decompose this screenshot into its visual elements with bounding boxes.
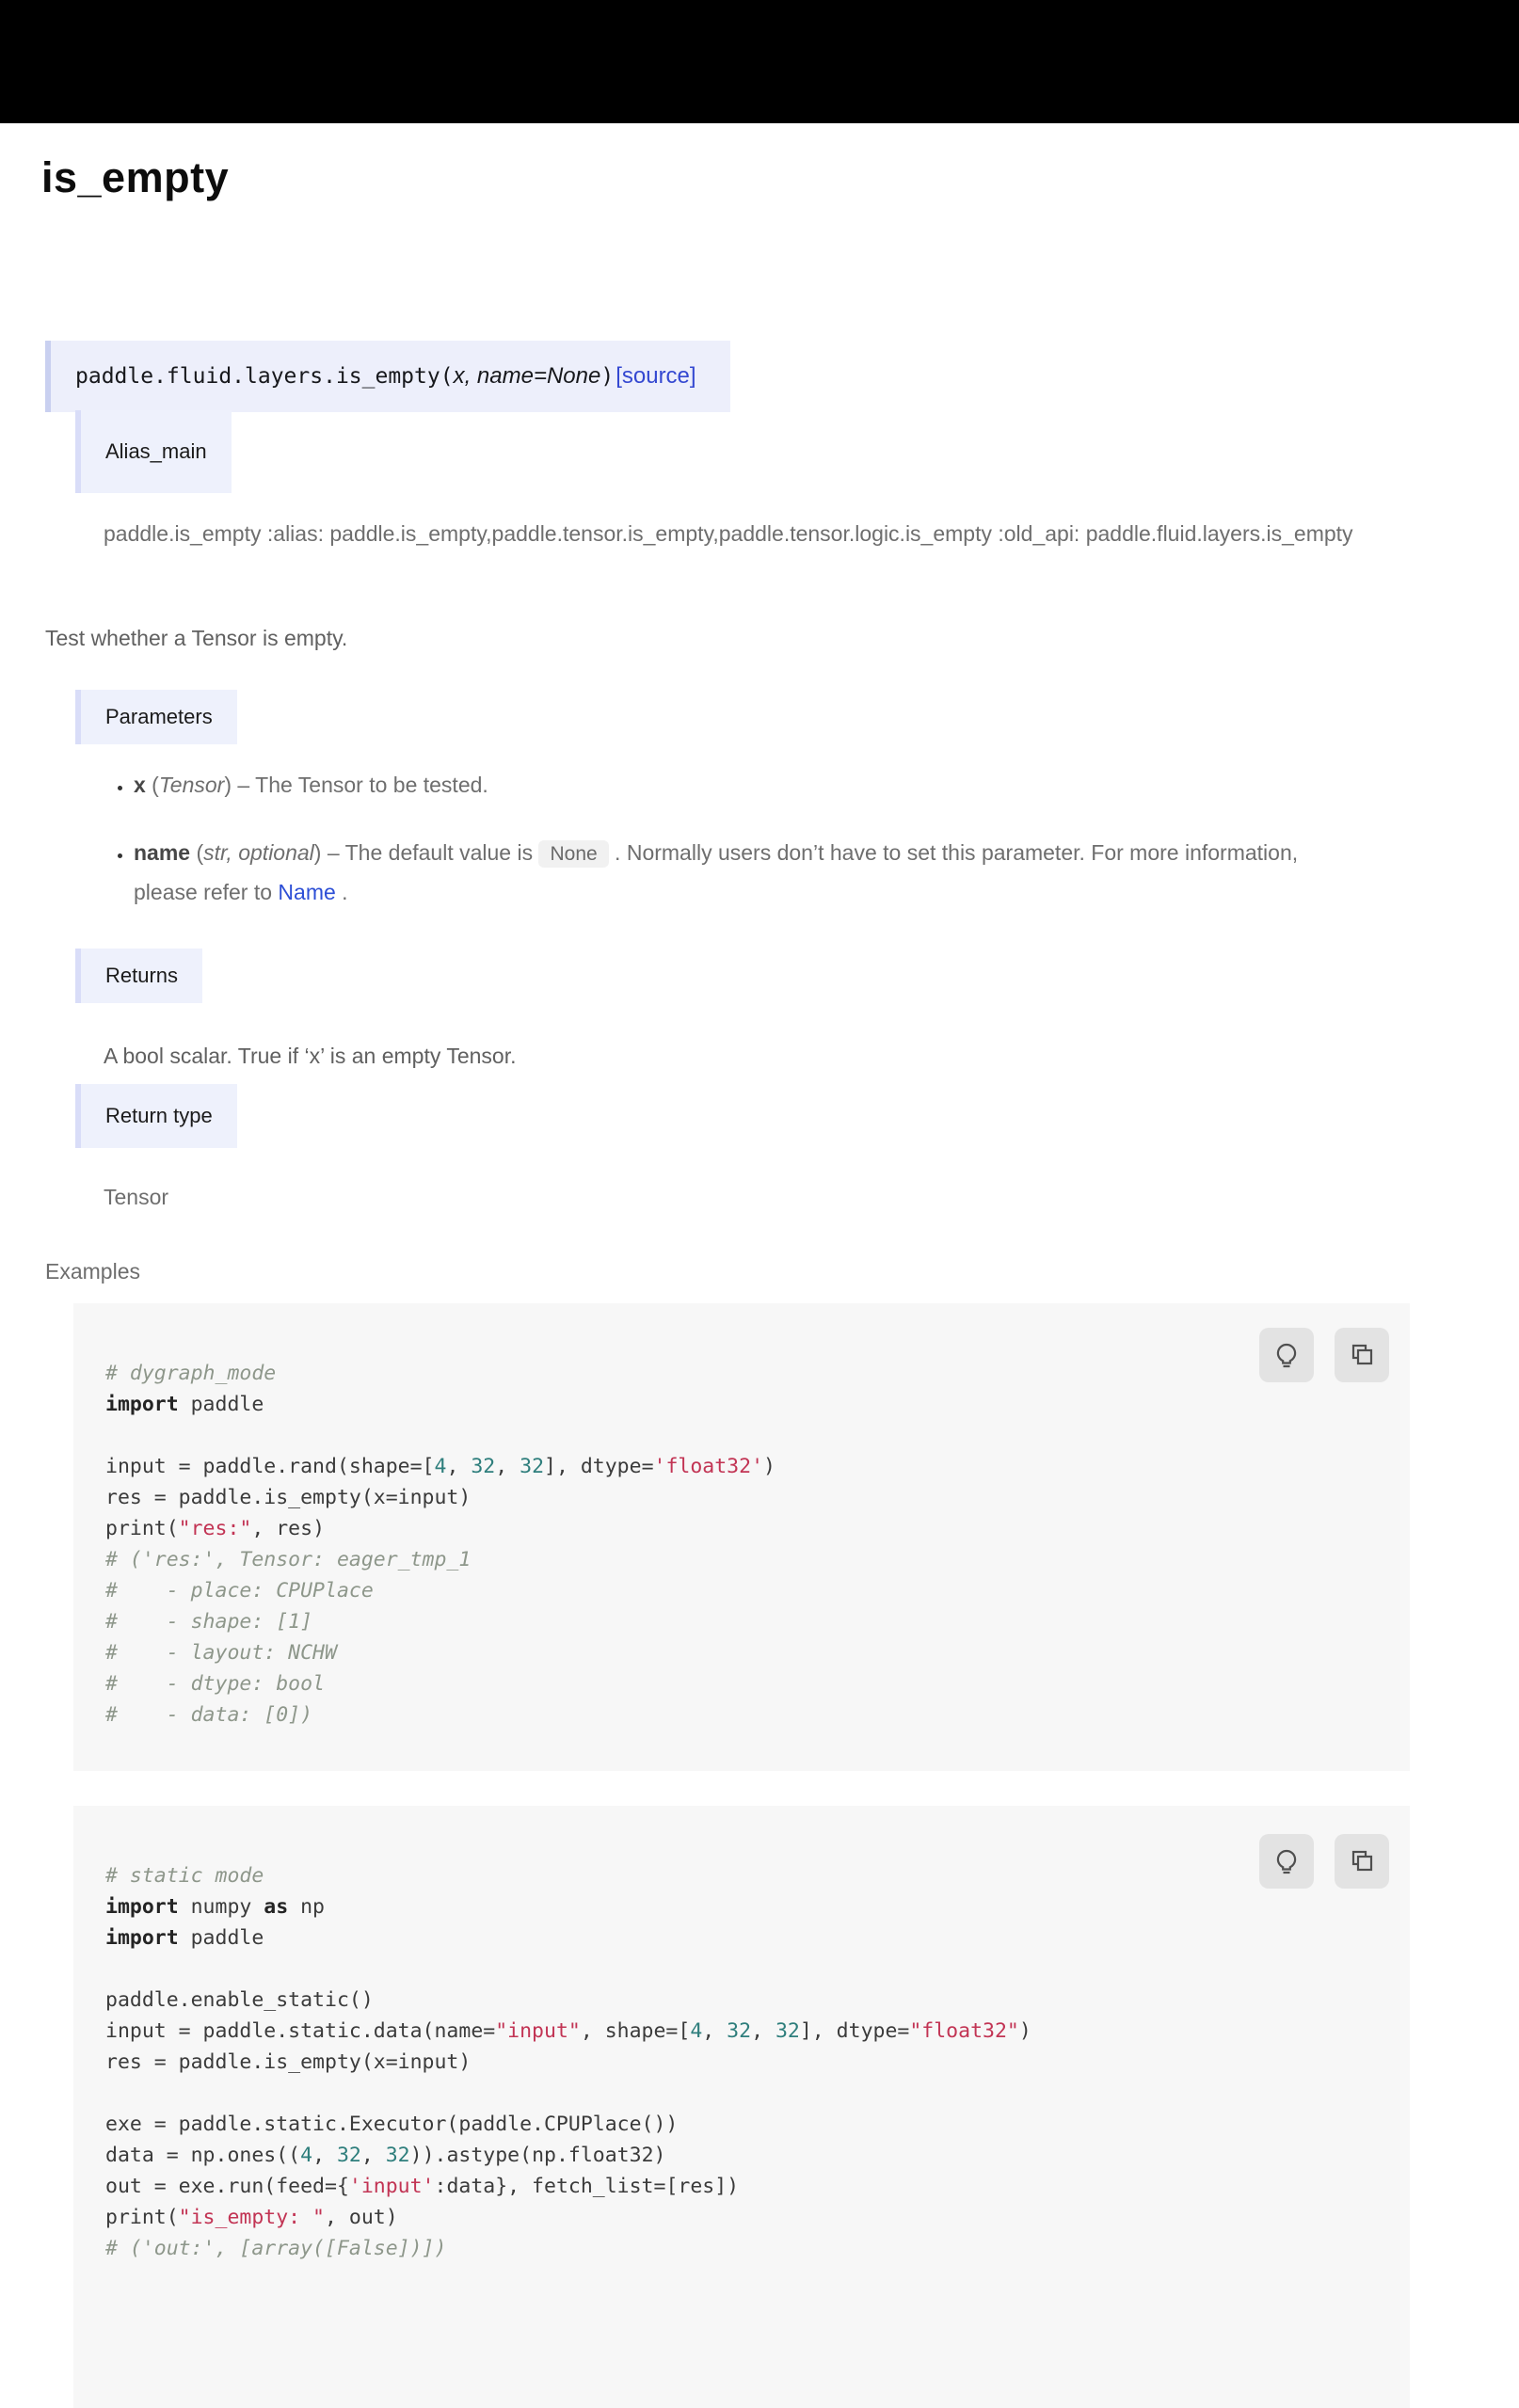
alias-main-label xyxy=(75,410,232,493)
returns-text: A bool scalar. True if ‘x’ is an empty Tensor. xyxy=(104,1044,517,1068)
param-item-x xyxy=(134,766,1367,805)
parameters-label xyxy=(75,690,237,744)
signature-params: x, name=None xyxy=(453,363,601,389)
examples-heading: Examples xyxy=(45,1259,140,1284)
code-content-static: # static mode import numpy as np import paddle paddle.enable_static() input = paddle.static.data(name="input", shape=[4, 32, 32], dtype="float32") res = paddle.is_empty(x=input) exe = paddle.static.Executor(paddle.CPUPlace()) data = np.ones((4, 32, 32)).astype(np.float32) out = exe.run(feed={'input':data}, fetch_list=[res]) print("is_empty: ", out) # ('out:', [array([False])]) xyxy=(105,1864,1031,2260)
return-type-label xyxy=(75,1084,237,1148)
theme-toggle-button[interactable] xyxy=(1259,1328,1314,1382)
copy-icon xyxy=(1349,1342,1375,1368)
name-link[interactable]: Name xyxy=(278,880,336,904)
signature-close-paren: ) xyxy=(600,364,615,389)
param-name-type: str, optional xyxy=(203,840,314,865)
parameters-label-text: Parameters xyxy=(105,705,213,728)
param-x-desc: The Tensor to be tested. xyxy=(255,773,488,797)
param-x-paren-open: ( xyxy=(145,773,159,797)
param-name-paren-open: ( xyxy=(190,840,204,865)
return-type-label-text: Return type xyxy=(105,1104,213,1127)
signature-prefix: paddle.fluid.layers.is_empty( xyxy=(75,364,454,389)
return-type-text: Tensor xyxy=(104,1185,169,1209)
lightbulb-icon xyxy=(1273,1848,1300,1874)
parameter-list xyxy=(109,766,1367,941)
param-name-desc-mid: . Normally users don’t have to set this parameter. For more information, please refer to xyxy=(134,840,1299,904)
copy-code-button[interactable] xyxy=(1335,1328,1389,1382)
function-signature xyxy=(45,341,730,412)
alias-main-label-text: Alias_main xyxy=(105,439,207,463)
param-name-desc-before: The default value is xyxy=(344,840,539,865)
param-name-paren-close: ) – xyxy=(313,840,345,865)
none-code-chip: None xyxy=(538,840,608,868)
param-name-desc-after: . xyxy=(335,880,348,904)
returns-label-text: Returns xyxy=(105,964,179,987)
param-item-name xyxy=(134,834,1367,912)
theme-toggle-button[interactable] xyxy=(1259,1834,1314,1889)
top-banner xyxy=(0,0,1519,123)
code-block-static xyxy=(73,1806,1410,2408)
code-block-dygraph xyxy=(73,1303,1410,1771)
copy-icon xyxy=(1349,1848,1375,1874)
page-title: is_empty xyxy=(41,153,230,201)
lightbulb-icon xyxy=(1273,1342,1300,1368)
copy-code-button[interactable] xyxy=(1335,1834,1389,1889)
alias-text: paddle.is_empty :alias: paddle.is_empty,paddle.tensor.is_empty,paddle.tensor.logic.is_empty :old_api: paddle.fluid.layers.is_empty xyxy=(104,521,1353,546)
description-text: Test whether a Tensor is empty. xyxy=(45,626,348,650)
returns-label xyxy=(75,949,202,1003)
source-link[interactable]: [source] xyxy=(616,363,696,389)
param-x-paren-close: ) – xyxy=(224,773,256,797)
param-x-type: Tensor xyxy=(158,773,225,797)
param-name-name: name xyxy=(134,840,191,865)
param-name-x: x xyxy=(134,773,146,797)
code-content-dygraph: # dygraph_mode import paddle input = paddle.rand(shape=[4, 32, 32], dtype='float32') res = paddle.is_empty(x=input) print("res:", res) # ('res:', Tensor: eager_tmp_1 # - place: CPUPlace # - shape: [1] # - layout: NCHW # - dtype: bool # - data: [0]) xyxy=(105,1362,775,1727)
